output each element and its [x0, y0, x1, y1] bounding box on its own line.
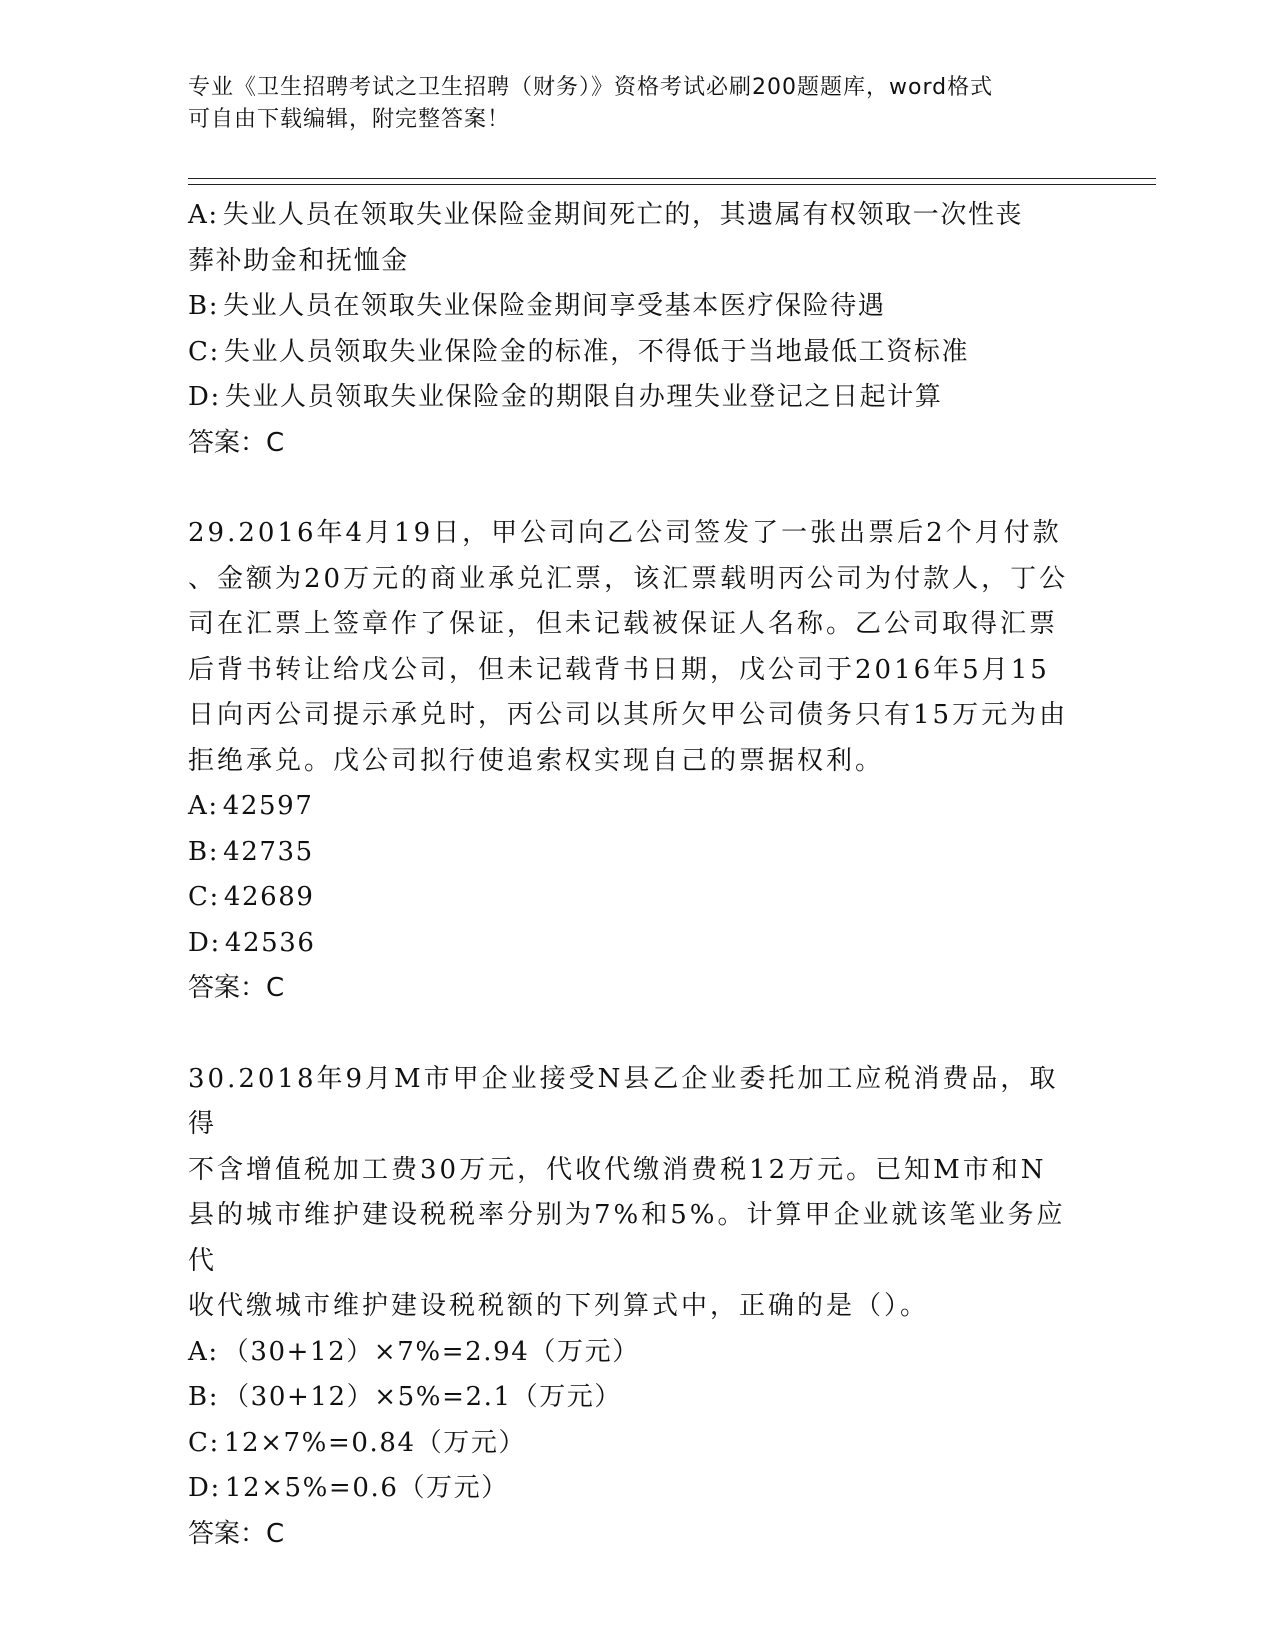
- question-line: 不含增值税加工费30万元，代收代缴消费税12万元。已知M市和N: [188, 1154, 1047, 1185]
- header-rule-top: [188, 178, 1156, 179]
- question-line: 后背书转让给戊公司，但未记载背书日期，戊公司于2016年5月15: [188, 654, 1050, 685]
- option-text: 失业人员领取失业保险金的标准，不得低于当地最低工资标准: [223, 336, 970, 367]
- option-text: 12×5%=0.6（万元）: [224, 1473, 509, 1503]
- question-line: 收代缴城市维护建设税税额的下列算式中，正确的是（）。: [188, 1291, 930, 1321]
- question-line: 司在汇票上签章作了保证，但未记载被保证人名称。乙公司取得汇票: [188, 609, 1059, 639]
- option-key: A:: [188, 791, 219, 821]
- option-line: [188, 330, 1078, 376]
- option-text: （30+12）×5%=2.1（万元）: [223, 1382, 622, 1412]
- option-key: D:: [188, 927, 221, 958]
- answer-line: 答案：C: [188, 973, 285, 1003]
- header-line-2: 可自由下载编辑，附完整答案！: [188, 107, 511, 132]
- option-text: 42735: [223, 836, 314, 867]
- option-text: 12×7%=0.84（万元）: [223, 1427, 527, 1458]
- option-line: [188, 239, 1078, 285]
- question-line: 日向丙公司提示承兑时，丙公司以其所欠甲公司债务只有15万元为由: [188, 700, 1069, 730]
- option-text: 失业人员领取失业保险金的期限自办理失业登记之日起计算: [224, 382, 943, 412]
- header-line-1: 专业《卫生招聘考试之卫生招聘（财务）》资格考试必刷200题题库，word格式: [188, 75, 994, 100]
- option-text: 42536: [224, 927, 316, 958]
- option-line: [188, 784, 1078, 830]
- option-text: （30+12）×7%=2.94（万元）: [222, 1336, 640, 1367]
- option-line: [188, 1375, 1078, 1421]
- option-key: D:: [188, 382, 221, 412]
- option-key: B:: [188, 291, 220, 321]
- option-key: D:: [188, 1473, 221, 1503]
- option-line: [188, 921, 1078, 967]
- option-key: B:: [188, 1382, 220, 1412]
- option-text: 42689: [223, 882, 315, 912]
- header-rule-bottom: [188, 184, 1156, 185]
- answer-line: 答案：C: [188, 427, 285, 458]
- option-line: [188, 284, 1078, 330]
- option-text: 失业人员在领取失业保险金期间享受基本医疗保险待遇: [223, 291, 886, 321]
- option-key: C:: [188, 1427, 220, 1458]
- option-line: [188, 375, 1078, 421]
- spacer: [188, 1012, 1078, 1057]
- question-line: 县的城市维护建设税税率分别为7%和5%。计算甲企业就该笔业务应代: [188, 1200, 1066, 1276]
- question-line: 30.2018年9月M市甲企业接受N县乙企业委托加工应税消费品，取得: [188, 1063, 1059, 1139]
- question-line: 29.2016年4月19日，甲公司向乙公司签发了一张出票后2个月付款: [188, 518, 1062, 548]
- document-header: [188, 72, 1068, 136]
- question-30: [188, 1057, 1078, 1558]
- option-key: A:: [188, 1336, 219, 1367]
- option-text: 失业人员在领取失业保险金期间死亡的，其遗属有权领取一次性丧: [222, 200, 1024, 230]
- option-line: [188, 830, 1078, 876]
- option-key: A:: [188, 200, 219, 230]
- option-text: 葬补助金和抚恤金: [188, 245, 409, 276]
- question-28: [188, 193, 1078, 466]
- option-key: B:: [188, 836, 220, 867]
- option-line: [188, 193, 1078, 239]
- answer-line: 答案：C: [188, 1518, 285, 1549]
- spacer: [188, 466, 1078, 511]
- option-line: [188, 875, 1078, 921]
- document-body: [188, 193, 1078, 1557]
- option-text: 42597: [222, 791, 314, 821]
- question-line: 、金额为20万元的商业承兑汇票，该汇票载明丙公司为付款人，丁公: [188, 563, 1069, 594]
- option-line: [188, 1421, 1078, 1467]
- option-key: C:: [188, 882, 220, 912]
- option-line: [188, 1466, 1078, 1512]
- question-29: [188, 511, 1078, 1012]
- option-line: [188, 1330, 1078, 1376]
- option-key: C:: [188, 336, 220, 367]
- question-line: 拒绝承兑。戊公司拟行使追索权实现自己的票据权利。: [188, 745, 885, 776]
